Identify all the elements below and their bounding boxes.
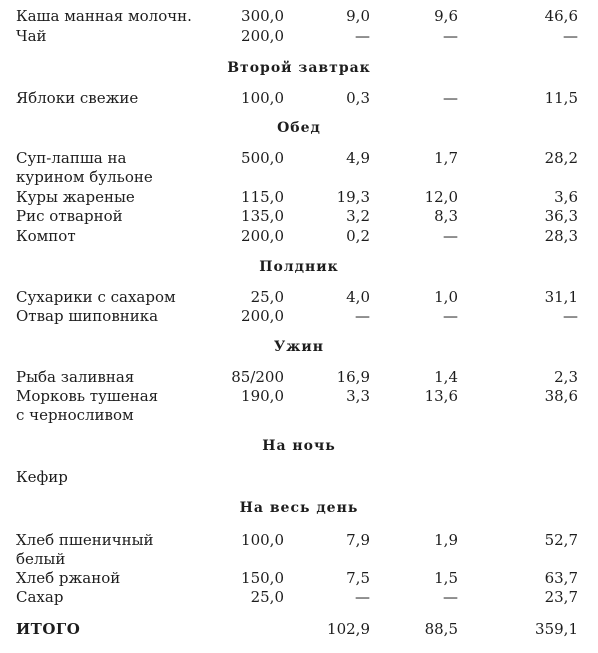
protein: 3,2 <box>346 207 370 225</box>
table-row <box>0 306 598 326</box>
amount: 135,0 <box>241 207 284 225</box>
fat: 1,9 <box>434 531 458 549</box>
protein: 0,2 <box>346 227 370 245</box>
protein: 19,3 <box>336 188 370 206</box>
table-row <box>0 88 598 108</box>
section-heading: На весь день <box>239 500 359 516</box>
table-row <box>0 467 598 487</box>
table-row <box>0 367 598 387</box>
fat: 12,0 <box>424 188 458 206</box>
amount: 200,0 <box>241 27 284 45</box>
fat: 1,5 <box>434 569 458 587</box>
protein: — <box>355 588 370 606</box>
amount: 150,0 <box>241 569 284 587</box>
protein: 16,9 <box>336 368 370 386</box>
carbs: — <box>563 27 578 45</box>
section-heading: Второй завтрак <box>227 60 371 76</box>
carbs: 28,3 <box>544 227 578 245</box>
table-row <box>0 530 598 550</box>
protein: 9,0 <box>346 7 370 25</box>
amount: 200,0 <box>241 227 284 245</box>
dish-name: Хлеб ржаной <box>16 569 121 587</box>
dish-name: Куры жареные <box>16 188 135 206</box>
table-row-continuation <box>0 405 598 425</box>
dish-name: Чай <box>16 27 47 45</box>
table-row-continuation <box>0 167 598 187</box>
carbs: — <box>563 307 578 325</box>
section-heading: Обед <box>277 120 321 136</box>
carbs: 52,7 <box>544 531 578 549</box>
dish-name-line2: курином бульоне <box>16 168 153 186</box>
table-row <box>0 187 598 207</box>
dish-name: Яблоки свежие <box>16 89 139 107</box>
amount: 25,0 <box>250 588 284 606</box>
table-row <box>0 148 598 168</box>
carbs: 3,6 <box>554 188 578 206</box>
amount: 85/200 <box>231 368 284 386</box>
table-row <box>0 206 598 226</box>
carbs: 2,3 <box>554 368 578 386</box>
dish-name: Отвар шиповника <box>16 307 159 325</box>
carbs: 28,2 <box>544 149 578 167</box>
table-row <box>0 587 598 607</box>
amount: 300,0 <box>241 7 284 25</box>
protein: 4,0 <box>346 288 370 306</box>
fat: — <box>443 588 458 606</box>
fat: — <box>443 89 458 107</box>
carbs: 63,7 <box>544 569 578 587</box>
total-protein: 102,9 <box>327 620 370 638</box>
total-label: ИТОГО <box>16 620 81 638</box>
protein: 7,9 <box>346 531 370 549</box>
amount: 115,0 <box>241 188 284 206</box>
section-heading: На ночь <box>262 438 336 454</box>
dish-name-line2: белый <box>16 550 66 568</box>
protein: 0,3 <box>346 89 370 107</box>
fat: — <box>443 27 458 45</box>
dish-name: Рыба заливная <box>16 368 135 386</box>
dish-name: Суп-лапша на <box>16 149 127 167</box>
dish-name: Рис отварной <box>16 207 123 225</box>
section-heading: Ужин <box>273 339 325 355</box>
carbs: 46,6 <box>544 7 578 25</box>
table-row <box>0 287 598 307</box>
protein: — <box>355 307 370 325</box>
total-fat: 88,5 <box>424 620 458 638</box>
table-row <box>0 226 598 246</box>
dish-name: Морковь тушеная <box>16 387 159 405</box>
fat: — <box>443 227 458 245</box>
fat: 9,6 <box>434 7 458 25</box>
dish-name: Хлеб пшеничный <box>16 531 154 549</box>
dish-name: Сухарики с сахаром <box>16 288 176 306</box>
total-carbs: 359,1 <box>535 620 578 638</box>
dish-name: Кефир <box>16 468 68 486</box>
total-row <box>0 619 598 639</box>
protein: 4,9 <box>346 149 370 167</box>
table-row <box>0 6 598 26</box>
fat: 1,4 <box>434 368 458 386</box>
fat: 1,0 <box>434 288 458 306</box>
dish-name-line2: с черносливом <box>16 406 134 424</box>
dish-name: Каша манная молочн. <box>16 7 192 25</box>
fat: 1,7 <box>434 149 458 167</box>
fat: — <box>443 307 458 325</box>
table-row <box>0 568 598 588</box>
fat: 8,3 <box>434 207 458 225</box>
amount: 500,0 <box>241 149 284 167</box>
amount: 100,0 <box>241 89 284 107</box>
dish-name: Сахар <box>16 588 64 606</box>
carbs: 23,7 <box>544 588 578 606</box>
table-row <box>0 386 598 406</box>
carbs: 38,6 <box>544 387 578 405</box>
carbs: 36,3 <box>544 207 578 225</box>
section-heading: Полдник <box>259 259 339 275</box>
protein: — <box>355 27 370 45</box>
amount: 200,0 <box>241 307 284 325</box>
protein: 3,3 <box>346 387 370 405</box>
protein: 7,5 <box>346 569 370 587</box>
amount: 25,0 <box>250 288 284 306</box>
carbs: 31,1 <box>544 288 578 306</box>
amount: 100,0 <box>241 531 284 549</box>
dish-name: Компот <box>16 227 76 245</box>
table-row-continuation <box>0 549 598 569</box>
carbs: 11,5 <box>544 89 578 107</box>
fat: 13,6 <box>424 387 458 405</box>
amount: 190,0 <box>241 387 284 405</box>
table-row <box>0 26 598 46</box>
